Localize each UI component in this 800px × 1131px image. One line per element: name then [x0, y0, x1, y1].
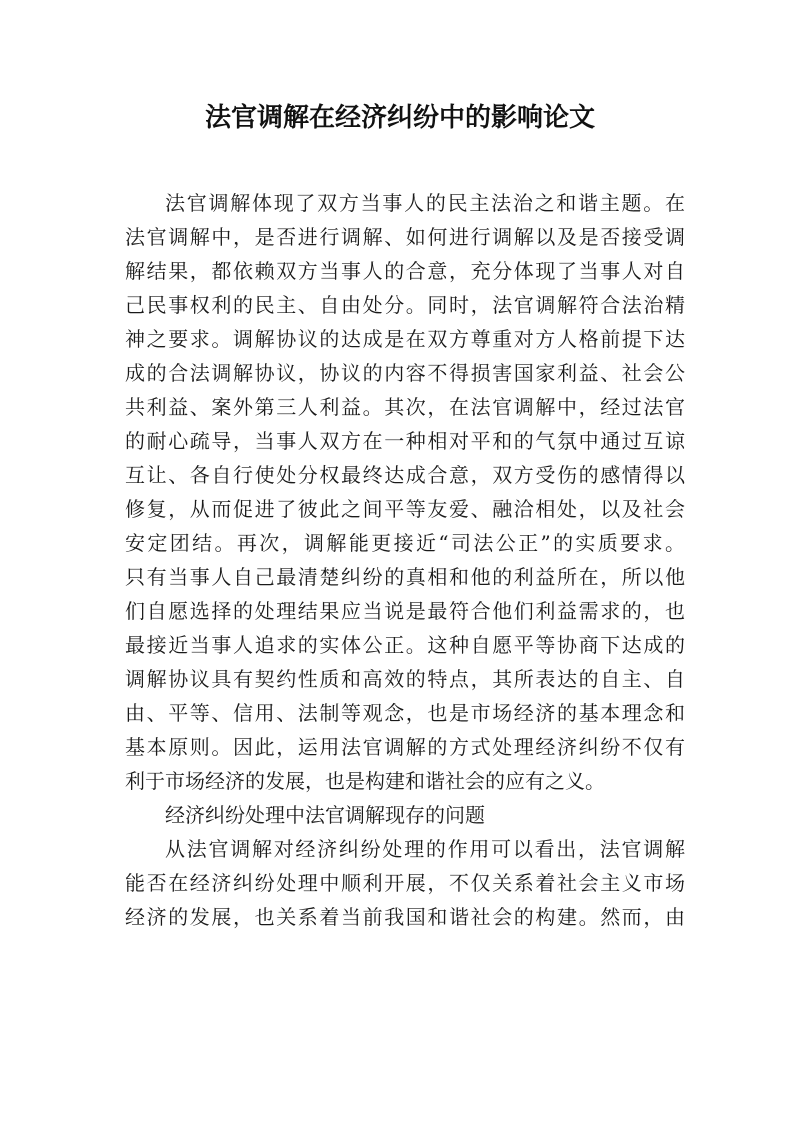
text-line: 能否在经济纠纷处理中顺利开展，不仅关系着社会主义市场 — [125, 871, 685, 895]
text-line: 调解协议具有契约性质和高效的特点，其所表达的自主、自 — [125, 667, 685, 691]
text-line: 解结果，都依赖双方当事人的合意，充分体现了当事人对自 — [125, 259, 685, 283]
text-line: 从法官调解对经济纠纷处理的作用可以看出，法官调解 — [165, 837, 685, 861]
text-line: 基本原则。因此，运用法官调解的方式处理经济纠纷不仅有 — [125, 735, 685, 759]
text-line: 法官调解中，是否进行调解、如何进行调解以及是否接受调 — [125, 225, 685, 249]
text-line: 成的合法调解协议，协议的内容不得损害国家利益、社会公 — [125, 361, 685, 385]
text-line: 的耐心疏导，当事人双方在一种相对平和的气氛中通过互谅 — [125, 429, 685, 453]
document-title: 法官调解在经济纠纷中的影响论文 — [204, 103, 595, 133]
text-line: 经济的发展，也关系着当前我国和谐社会的构建。然而，由 — [125, 905, 685, 929]
text-line: 最接近当事人追求的实体公正。这种自愿平等协商下达成的 — [125, 633, 685, 657]
text-line: 们自愿选择的处理结果应当说是最符合他们利益需求的，也 — [125, 599, 685, 623]
text-line: 法官调解体现了双方当事人的民主法治之和谐主题。在 — [165, 191, 685, 215]
text-line: 神之要求。调解协议的达成是在双方尊重对方人格前提下达 — [125, 327, 685, 351]
section-heading: 经济纠纷处理中法官调解现存的问题 — [165, 803, 485, 827]
text-line: 只有当事人自己最清楚纠纷的真相和他的利益所在，所以他 — [125, 565, 685, 589]
text-line: 利于市场经济的发展，也是构建和谐社会的应有之义。 — [125, 769, 605, 793]
text-line: 己民事权利的民主、自由处分。同时，法官调解符合法治精 — [125, 293, 685, 317]
text-line: 修复，从而促进了彼此之间平等友爱、融洽相处，以及社会 — [125, 497, 685, 521]
text-line: 互让、各自行使处分权最终达成合意，双方受伤的感情得以 — [125, 463, 685, 487]
text-line: 由、平等、信用、法制等观念，也是市场经济的基本理念和 — [125, 701, 685, 725]
text-line: 安定团结。再次，调解能更接近“司法公正”的实质要求。 — [125, 531, 685, 555]
text-line: 共利益、案外第三人利益。其次，在法官调解中，经过法官 — [125, 395, 685, 419]
document-body — [125, 186, 685, 934]
